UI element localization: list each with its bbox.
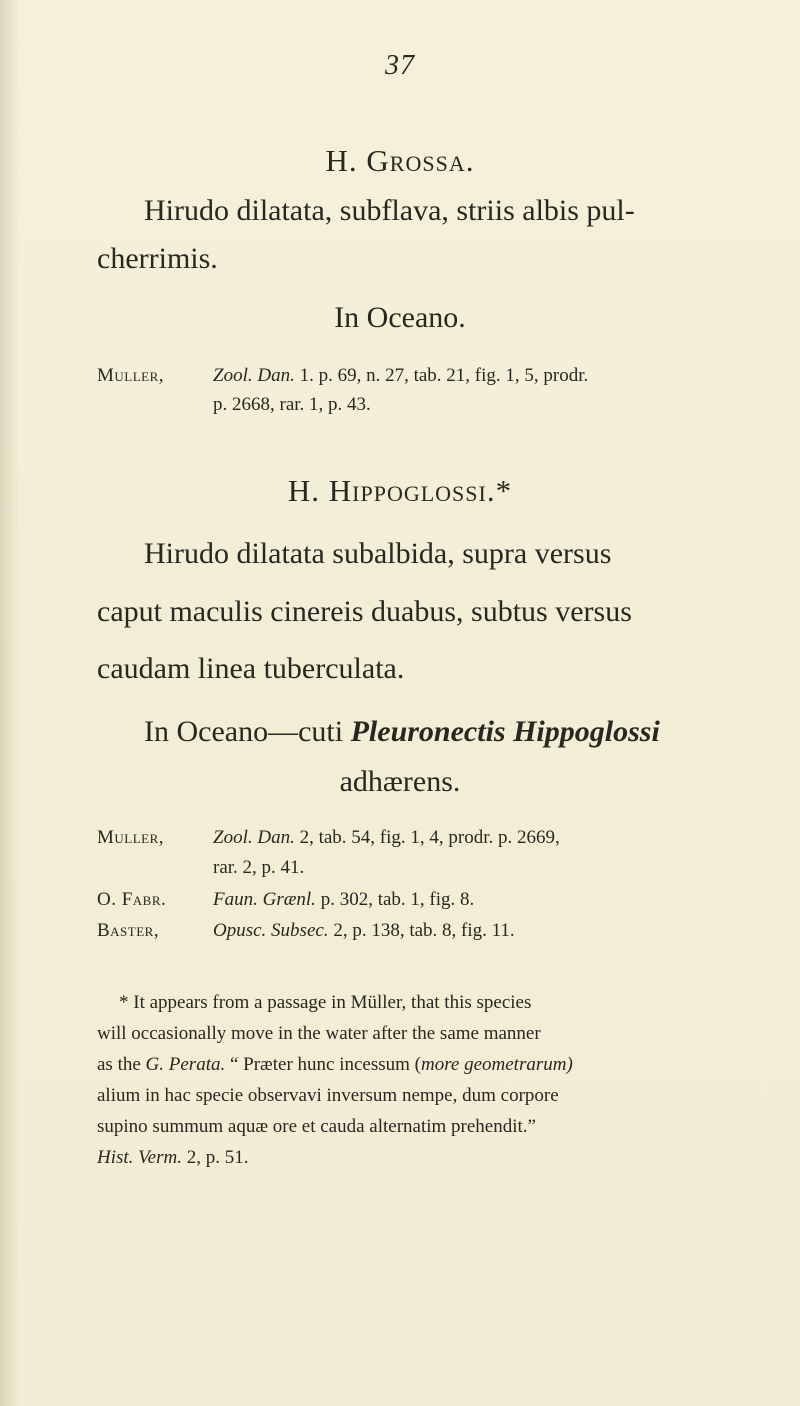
reference-work: Opusc. Subsec. bbox=[213, 920, 329, 941]
footnote-line: * It appears from a passage in Müller, that this species bbox=[119, 992, 532, 1013]
page-number: 37 bbox=[385, 50, 415, 81]
habitat-host-species: Pleuronectis Hippoglossi bbox=[350, 715, 660, 748]
reference-detail bbox=[213, 889, 474, 911]
footnote-text: “ Præter hunc incessum ( bbox=[225, 1054, 421, 1075]
footnote-line bbox=[97, 1147, 248, 1169]
description-line: Hirudo dilatata, subflava, striis albis pul- bbox=[144, 194, 635, 227]
reference-citation: 1. p. 69, n. 27, tab. 21, fig. 1, 5, prodr. bbox=[294, 365, 589, 386]
reference-author: Muller, bbox=[97, 365, 165, 386]
footnote-citation: 2, p. 51. bbox=[181, 1147, 249, 1168]
heading-name: Grossa. bbox=[366, 143, 475, 178]
habitat bbox=[144, 717, 660, 747]
species-heading-grossa bbox=[0, 143, 800, 179]
reference-detail bbox=[213, 827, 560, 849]
habitat: In Oceano. bbox=[334, 301, 466, 334]
footnote-line: supino summum aquæ ore et cauda alternatim prehendit.” bbox=[97, 1116, 536, 1137]
reference-detail bbox=[213, 920, 515, 942]
species-heading-hippoglossi bbox=[0, 473, 800, 509]
reference-continuation: rar. 2, p. 41. bbox=[213, 857, 305, 878]
reference-row bbox=[97, 920, 159, 942]
description-line: cherrimis. bbox=[97, 242, 218, 275]
heading-name: Hippoglossi.* bbox=[328, 473, 513, 508]
footnote-text: as the bbox=[97, 1054, 146, 1075]
footnote-species: G. Perata. bbox=[145, 1054, 226, 1075]
description-line: Hirudo dilatata subalbida, supra versus bbox=[144, 537, 612, 570]
reference-work: Faun. Grænl. bbox=[213, 889, 316, 910]
reference-citation: p. 302, tab. 1, fig. 8. bbox=[315, 889, 475, 910]
reference-work: Zool. Dan. bbox=[213, 827, 295, 848]
description-line: caput maculis cinereis duabus, subtus versus bbox=[97, 595, 632, 628]
footnote-source-work: Hist. Verm. bbox=[97, 1147, 182, 1168]
reference-row bbox=[97, 365, 164, 387]
footnote-line: alium in hac specie observavi inversum nempe, dum corpore bbox=[97, 1085, 559, 1106]
reference-citation: 2, tab. 54, fig. 1, 4, prodr. p. 2669, bbox=[294, 827, 560, 848]
page-edge-shadow bbox=[0, 0, 20, 1406]
reference-citation: 2, p. 138, tab. 8, fig. 11. bbox=[328, 920, 515, 941]
habitat-text: In Oceano—cuti bbox=[144, 715, 351, 748]
reference-work: Zool. Dan. bbox=[213, 365, 295, 386]
reference-continuation: p. 2668, rar. 1, p. 43. bbox=[213, 394, 371, 415]
heading-initial: H. bbox=[325, 143, 358, 178]
reference-author: O. Fabr. bbox=[97, 889, 167, 910]
footnote-line: will occasionally move in the water after the same manner bbox=[97, 1023, 541, 1044]
heading-initial: H. bbox=[287, 473, 321, 508]
reference-row bbox=[97, 827, 164, 849]
footnote-italic-phrase: more geometrarum) bbox=[421, 1054, 573, 1075]
reference-author: Baster, bbox=[97, 920, 160, 941]
habitat-continuation: adhærens. bbox=[339, 765, 461, 798]
reference-author: Muller, bbox=[97, 827, 165, 848]
reference-row bbox=[97, 889, 166, 911]
description-line: caudam linea tuberculata. bbox=[97, 652, 405, 685]
footnote-line bbox=[97, 1054, 573, 1076]
reference-detail bbox=[213, 365, 588, 387]
